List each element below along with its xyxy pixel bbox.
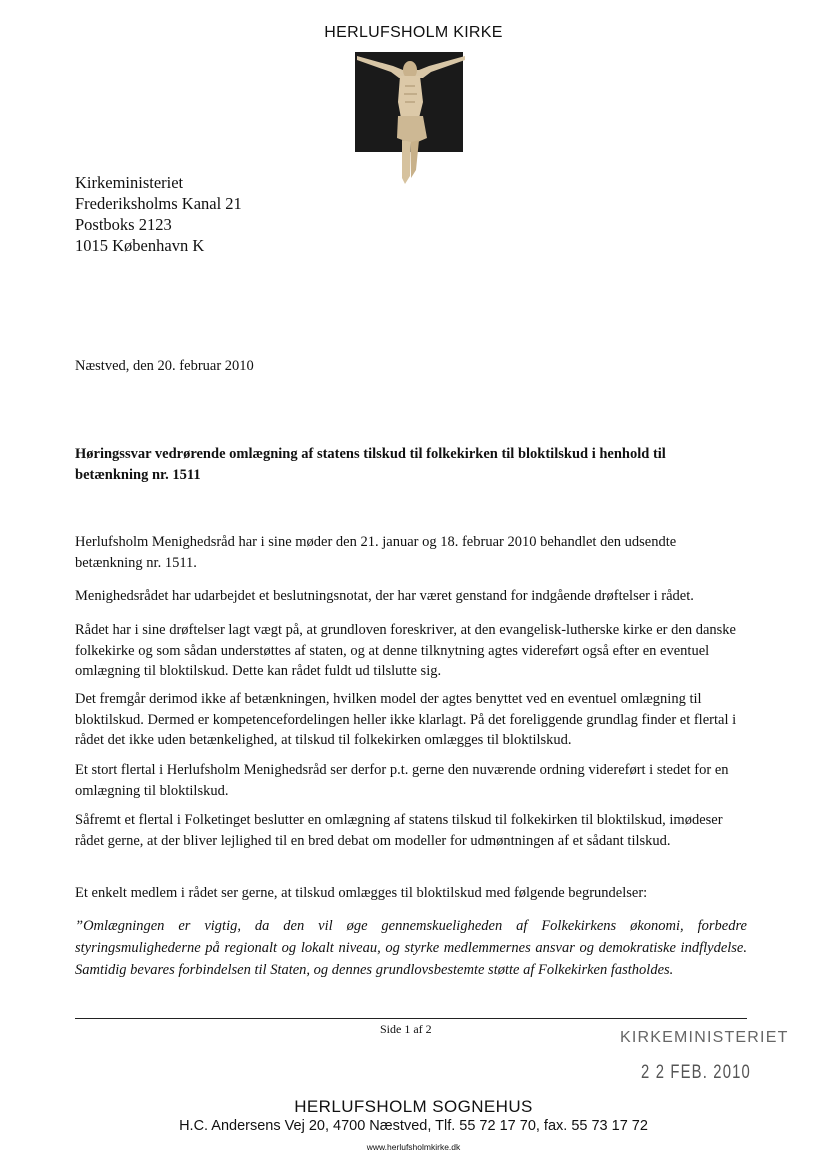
footer-website: www.herlufsholmkirke.dk	[366, 1142, 461, 1152]
received-stamp-name: KIRKEMINISTERIET	[620, 1029, 789, 1046]
letter-subject: Høringssvar vedrørende omlægning af statens tilskud til folkekirken til bloktilskud i henhold til betænkning nr. 1511	[75, 446, 666, 483]
recipient-line: Kirkeministeriet	[75, 173, 184, 192]
body-paragraph: Et stort flertal i Herlufsholm Menighedsråd ser derfor p.t. gerne den nuværende ordning videreført i stedet for en omlægning til bloktilskud.	[75, 762, 729, 799]
crucifix-icon	[353, 52, 469, 186]
recipient-line: Postboks 2123	[75, 215, 172, 234]
body-paragraph: Såfremt et flertal i Folketinget beslutter en omlægning af statens tilskud til folkekirken til bloktilskud, imødeser rådet gerne, at der bliver lejlighed til en bred debat om modeller for udmøntningen af et sådant tilskud.	[75, 812, 723, 849]
body-paragraph: Menighedsrådet har udarbejdet et beslutningsnotat, der har været genstand for indgående drøftelser i rådet.	[75, 588, 694, 604]
received-stamp-date: 2 2 FEB. 2010	[641, 1062, 751, 1083]
page-number: Side 1 af 2	[380, 1022, 432, 1036]
recipient-line: 1015 København K	[75, 236, 205, 255]
footer-address: H.C. Andersens Vej 20, 4700 Næstved, Tlf. 55 72 17 70, fax. 55 73 17 72	[179, 1118, 648, 1134]
footer-divider	[75, 1018, 747, 1019]
body-paragraph: Rådet har i sine drøftelser lagt vægt på, at grundloven foreskriver, at den evangelisk-lutherske kirke er den danske folkekirke og som sådan understøttes af staten, og at denne tilknytning agtes videreført også efter en eventuel omlægning til bloktilskud. Dette kan rådet fuldt ud tilslutte sig.	[75, 622, 736, 679]
body-paragraph: Herlufsholm Menighedsråd har i sine møder den 21. januar og 18. februar 2010 behandlet den udsendte betænkning nr. 1511.	[75, 534, 677, 571]
quoted-paragraph: ”Omlægningen er vigtig, da den vil øge gennemskueligheden af Folkekirkens økonomi, forbedre styringsmulighederne på regionalt og lokalt niveau, og styrke medlemmernes ansvar og demokratiske indflydelse. Samtidig bevares forbindelsen til Staten, og dennes grundlovsbestemte støtte af Folkekirken fastholdes.	[75, 918, 747, 978]
letterhead-title: HERLUFSHOLM KIRKE	[324, 24, 503, 41]
recipient-line: Frederiksholms Kanal 21	[75, 194, 242, 213]
body-paragraph: Det fremgår derimod ikke af betænkningen, hvilken model der agtes benyttet ved en eventuel omlægning til bloktilskud. Dermed er kompetencefordelingen heller ikke klarlagt. På det foreliggende grundlag finder et flertal i rådet det ikke uden betænkelighed, at tilskud til folkekirken omlægges til bloktilskud.	[75, 691, 737, 748]
letter-date: Næstved, den 20. februar 2010	[75, 358, 254, 374]
footer-organization: HERLUFSHOLM SOGNEHUS	[294, 1097, 533, 1116]
body-paragraph: Et enkelt medlem i rådet ser gerne, at tilskud omlægges til bloktilskud med følgende begrundelser:	[75, 885, 648, 901]
